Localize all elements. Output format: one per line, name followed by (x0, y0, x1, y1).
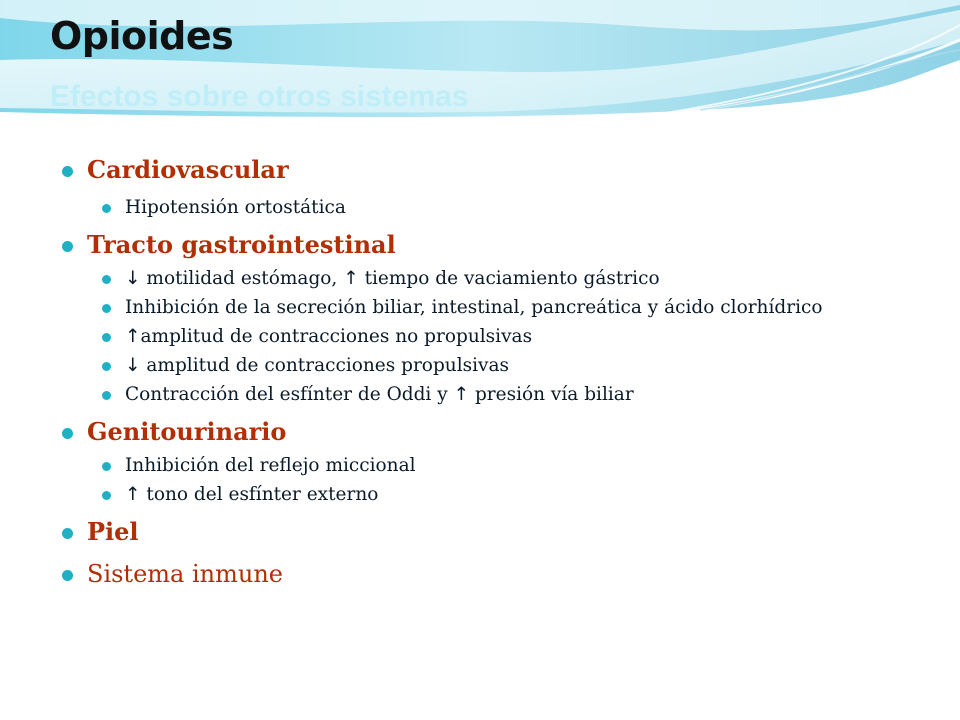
section-heading: Cardiovascular (87, 155, 289, 184)
bullet-icon (62, 528, 73, 539)
section-genitourinario (62, 417, 922, 447)
section-cardiovascular (62, 155, 922, 185)
section-heading: Sistema inmune (87, 560, 283, 588)
slide-subtitle: Efectos sobre otros sistemas (50, 80, 469, 113)
section-piel (62, 517, 922, 547)
section-heading: Piel (87, 517, 139, 546)
list-item: ↑amplitud de contracciones no propulsivas (102, 327, 922, 347)
section-sistema-inmune (62, 559, 922, 589)
list-item: Contracción del esfínter de Oddi y ↑ presión vía biliar (102, 385, 922, 405)
up-arrow-icon: ↑ (125, 484, 141, 505)
bullet-icon (102, 362, 111, 371)
list-item: ↑ tono del esfínter externo (102, 485, 922, 505)
bullet-icon (102, 462, 111, 471)
bullet-icon (102, 304, 111, 313)
section-heading: Tracto gastrointestinal (87, 230, 396, 259)
slide-title: Opioides (50, 14, 234, 58)
bullet-icon (102, 333, 111, 342)
bullet-icon (62, 570, 73, 581)
down-arrow-icon: ↓ (125, 268, 141, 289)
bullet-icon (102, 491, 111, 500)
bullet-icon (62, 166, 73, 177)
list-item: ↓ motilidad estómago, ↑ tiempo de vaciamiento gástrico (102, 269, 922, 289)
list-item: Inhibición de la secreción biliar, intestinal, pancreática y ácido clorhídrico (102, 298, 922, 318)
section-heading: Genitourinario (87, 417, 287, 446)
list-item: Inhibición del reflejo miccional (102, 456, 922, 476)
list-item: ↓ amplitud de contracciones propulsivas (102, 356, 922, 376)
bullet-icon (102, 275, 111, 284)
section-gastrointestinal (62, 230, 922, 260)
up-arrow-icon: ↑ (343, 268, 359, 289)
up-arrow-icon: ↑ (125, 326, 141, 347)
bullet-icon (62, 428, 73, 439)
list-item: Hipotensión ortostática (102, 198, 922, 218)
bullet-icon (102, 204, 111, 213)
bullet-icon (62, 241, 73, 252)
down-arrow-icon: ↓ (125, 355, 141, 376)
up-arrow-icon: ↑ (453, 384, 470, 405)
bullet-icon (102, 391, 111, 400)
bullet-list (62, 150, 922, 589)
